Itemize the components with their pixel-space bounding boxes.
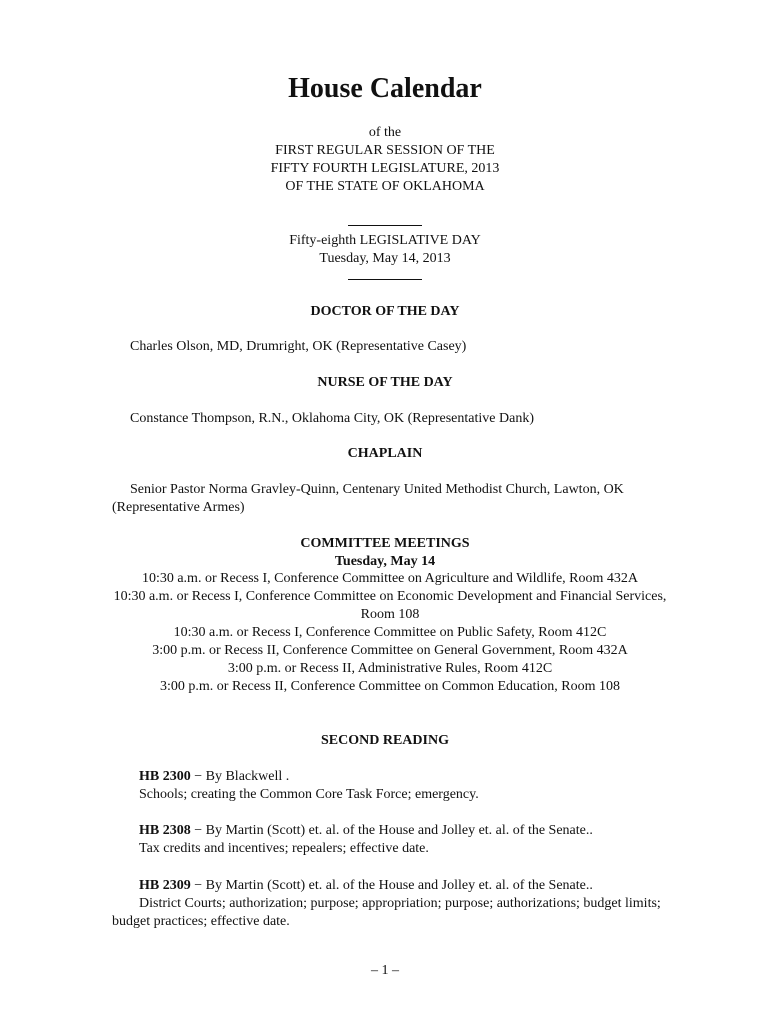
- committee-meeting-item: 3:00 p.m. or Recess II, Conference Committee on Common Education, Room 108: [160, 679, 620, 694]
- committee-meeting-list: [110, 570, 670, 696]
- chaplain-text: Senior Pastor Norma Gravley-Quinn, Centenary United Methodist Church, Lawton, OK (Representative Armes): [112, 482, 624, 515]
- bill-title: District Courts; authorization; purpose; appropriation; purpose; authorizations; budget limits; budget practices; effective date.: [112, 896, 661, 929]
- nurse-heading: NURSE OF THE DAY: [317, 375, 453, 390]
- committee-meeting-item: 10:30 a.m. or Recess I, Conference Committee on Public Safety, Room 412C: [173, 625, 607, 640]
- session-line-legislature: FIFTY FOURTH LEGISLATURE, 2013: [270, 161, 500, 176]
- committee-date: Tuesday, May 14: [334, 554, 436, 569]
- calendar-date: Tuesday, May 14, 2013: [319, 251, 451, 266]
- bill-entry: [112, 877, 664, 931]
- session-line-regular-session: FIRST REGULAR SESSION OF THE: [275, 143, 495, 158]
- bill-number: HB 2309: [139, 878, 191, 893]
- doctor-heading: DOCTOR OF THE DAY: [310, 304, 460, 319]
- bill-entry: [112, 822, 664, 858]
- committee-meeting-item: 3:00 p.m. or Recess II, Administrative Rules, Room 412C: [227, 661, 553, 676]
- session-line-of-the: of the: [368, 125, 402, 140]
- doctor-text: Charles Olson, MD, Drumright, OK (Representative Casey): [130, 339, 467, 354]
- legislative-day-block: [0, 214, 770, 286]
- page-number: – 1 –: [371, 963, 399, 978]
- document-title: House Calendar: [288, 73, 482, 104]
- committee-meeting-item: 10:30 a.m. or Recess I, Conference Committee on Agriculture and Wildlife, Room 432A: [141, 571, 639, 586]
- bill-entry: [112, 768, 664, 804]
- bill-sponsor: − By Martin (Scott) et. al. of the House and Jolley et. al. of the Senate..: [190, 823, 593, 838]
- bill-sponsor: − By Blackwell .: [190, 769, 290, 784]
- second-reading-heading: SECOND READING: [321, 733, 449, 748]
- bill-number: HB 2308: [139, 823, 191, 838]
- divider-top: [348, 224, 422, 226]
- committee-heading: COMMITTEE MEETINGS: [300, 536, 470, 551]
- divider-bottom: [348, 278, 422, 280]
- bill-title: Schools; creating the Common Core Task Force; emergency.: [139, 787, 479, 802]
- committee-meeting-item: 3:00 p.m. or Recess II, Conference Committee on General Government, Room 432A: [152, 643, 628, 658]
- bill-sponsor: − By Martin (Scott) et. al. of the House and Jolley et. al. of the Senate..: [190, 878, 593, 893]
- bill-number: HB 2300: [139, 769, 191, 784]
- chaplain-heading: CHAPLAIN: [347, 446, 423, 461]
- committee-meeting-item: 10:30 a.m. or Recess I, Conference Committee on Economic Development and Financial Services, Room 108: [113, 589, 667, 622]
- session-line-state: OF THE STATE OF OKLAHOMA: [285, 179, 485, 194]
- bill-title: Tax credits and incentives; repealers; effective date.: [139, 841, 429, 856]
- legislative-day: Fifty-eighth LEGISLATIVE DAY: [289, 233, 481, 248]
- nurse-text: Constance Thompson, R.N., Oklahoma City, OK (Representative Dank): [130, 411, 534, 426]
- session-info: [0, 124, 770, 196]
